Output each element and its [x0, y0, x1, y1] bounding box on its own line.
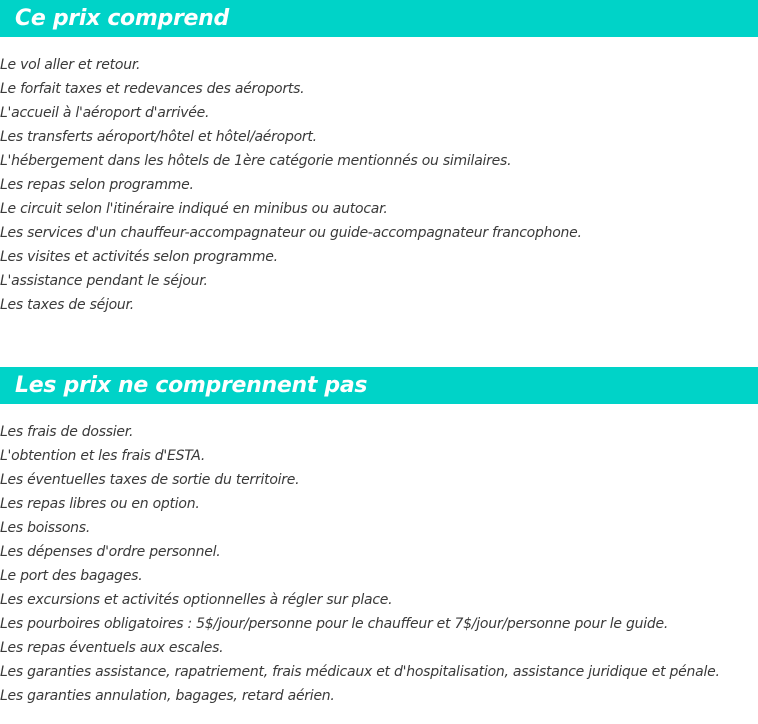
list-item: L'hébergement dans les hôtels de 1ère catégorie mentionnés ou similaires. — [0, 153, 512, 169]
list-item: Les frais de dossier. — [0, 424, 134, 440]
list-item: Les repas éventuels aux escales. — [0, 640, 224, 656]
list-item: Les visites et activités selon programme. — [0, 249, 278, 265]
list-item: Le vol aller et retour. — [0, 57, 141, 73]
included-list — [0, 53, 758, 317]
list-item: Les services d'un chauffeur-accompagnateur ou guide-accompagnateur francophone. — [0, 225, 582, 241]
list-item: Les garanties assistance, rapatriement, frais médicaux et d'hospitalisation, assistance juridique et pénale. — [0, 664, 720, 680]
list-item: Les boissons. — [0, 520, 91, 536]
list-item: Les dépenses d'ordre personnel. — [0, 544, 221, 560]
list-item: L'assistance pendant le séjour. — [0, 273, 208, 289]
list-item: Les repas selon programme. — [0, 177, 194, 193]
list-item: Les repas libres ou en option. — [0, 496, 200, 512]
section-title-excluded: Les prix ne comprennent pas — [0, 367, 758, 404]
list-item: Les garanties annulation, bagages, retard aérien. — [0, 688, 335, 704]
list-item: Les taxes de séjour. — [0, 297, 134, 313]
list-item: Les transferts aéroport/hôtel et hôtel/aéroport. — [0, 129, 317, 145]
list-item: Le port des bagages. — [0, 568, 143, 584]
list-item: Le forfait taxes et redevances des aéroports. — [0, 81, 305, 97]
list-item: L'obtention et les frais d'ESTA. — [0, 448, 206, 464]
list-item: L'accueil à l'aéroport d'arrivée. — [0, 105, 210, 121]
excluded-list — [0, 420, 758, 708]
list-item: Les excursions et activités optionnelles à régler sur place. — [0, 592, 393, 608]
list-item: Le circuit selon l'itinéraire indiqué en minibus ou autocar. — [0, 201, 388, 217]
section-title-included: Ce prix comprend — [0, 0, 758, 37]
list-item: Les éventuelles taxes de sortie du territoire. — [0, 472, 300, 488]
list-item: Les pourboires obligatoires : 5$/jour/personne pour le chauffeur et 7$/jour/personne pour le guide. — [0, 616, 669, 632]
